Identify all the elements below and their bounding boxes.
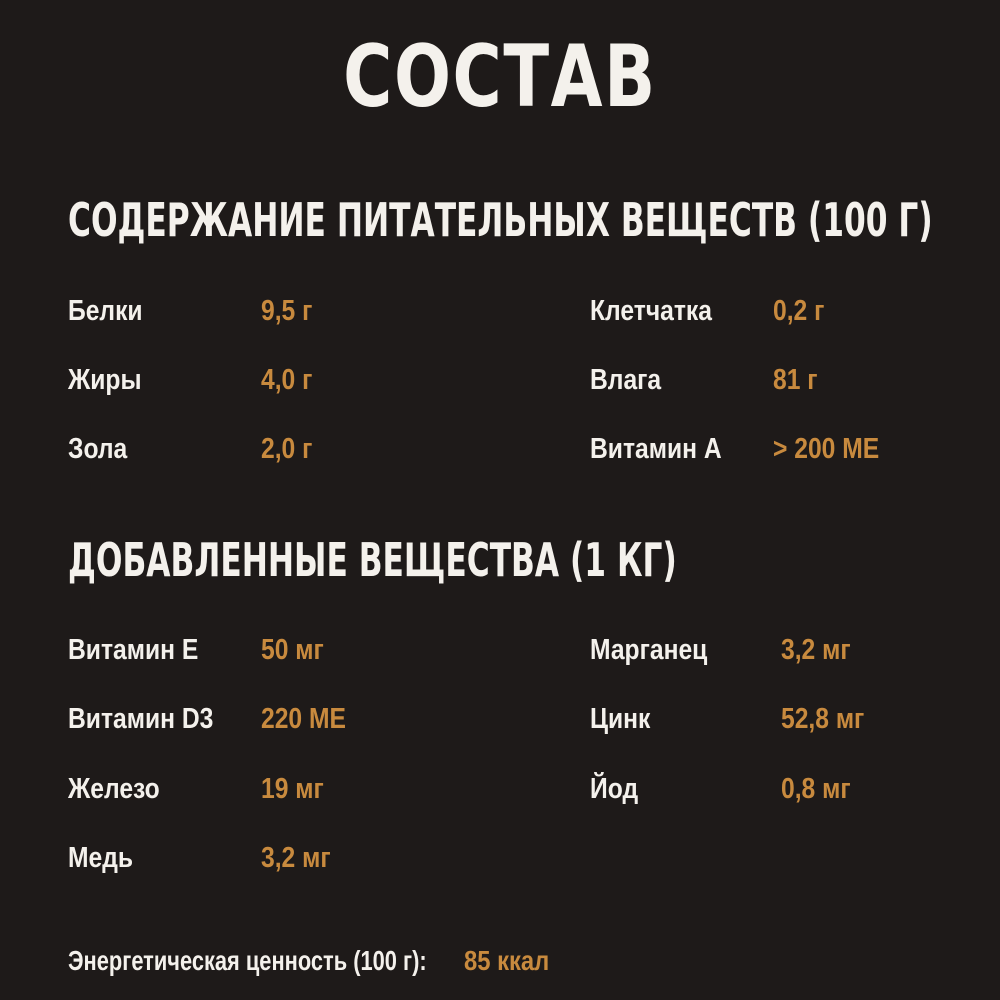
nutrient-value: 81 г (773, 364, 818, 396)
additive-label: Витамин Е (68, 634, 199, 666)
additive-value: 50 мг (261, 634, 324, 666)
nutrient-value: 2,0 г (261, 433, 313, 465)
nutrient-label: Зола (68, 433, 128, 465)
additive-label: Цинк (590, 703, 651, 735)
nutrient-value: 0,2 г (773, 295, 825, 327)
additives-heading: ДОБАВЛЕННЫЕ ВЕЩЕСТВА (1 КГ) (68, 533, 677, 587)
additive-value: 52,8 мг (781, 703, 865, 735)
additive-label: Марганец (590, 634, 708, 666)
nutrient-label: Влага (590, 364, 662, 396)
nutrient-label: Витамин А (590, 433, 722, 465)
additive-label: Витамин D3 (68, 703, 214, 735)
additive-value: 3,2 мг (781, 634, 851, 666)
additive-value: 3,2 мг (261, 842, 331, 874)
additive-label: Йод (590, 773, 639, 805)
nutrient-value: 9,5 г (261, 295, 313, 327)
additive-value: 0,8 мг (781, 773, 851, 805)
energy-value: 85 ккал (464, 945, 550, 976)
additive-value: 220 МЕ (261, 703, 346, 735)
additive-value: 19 мг (261, 773, 324, 805)
additive-label: Медь (68, 842, 134, 874)
nutrient-value: 4,0 г (261, 364, 313, 396)
nutrient-label: Жиры (68, 364, 142, 396)
nutrient-label: Клетчатка (590, 295, 712, 327)
energy-label: Энергетическая ценность (100 г): (68, 945, 427, 976)
nutrient-label: Белки (68, 295, 143, 327)
nutrient-value: > 200 МЕ (773, 433, 880, 465)
nutrients-heading: СОДЕРЖАНИЕ ПИТАТЕЛЬНЫХ ВЕЩЕСТВ (100 Г) (68, 193, 933, 247)
additive-label: Железо (68, 773, 160, 805)
page-title: СОСТАВ (343, 27, 657, 127)
